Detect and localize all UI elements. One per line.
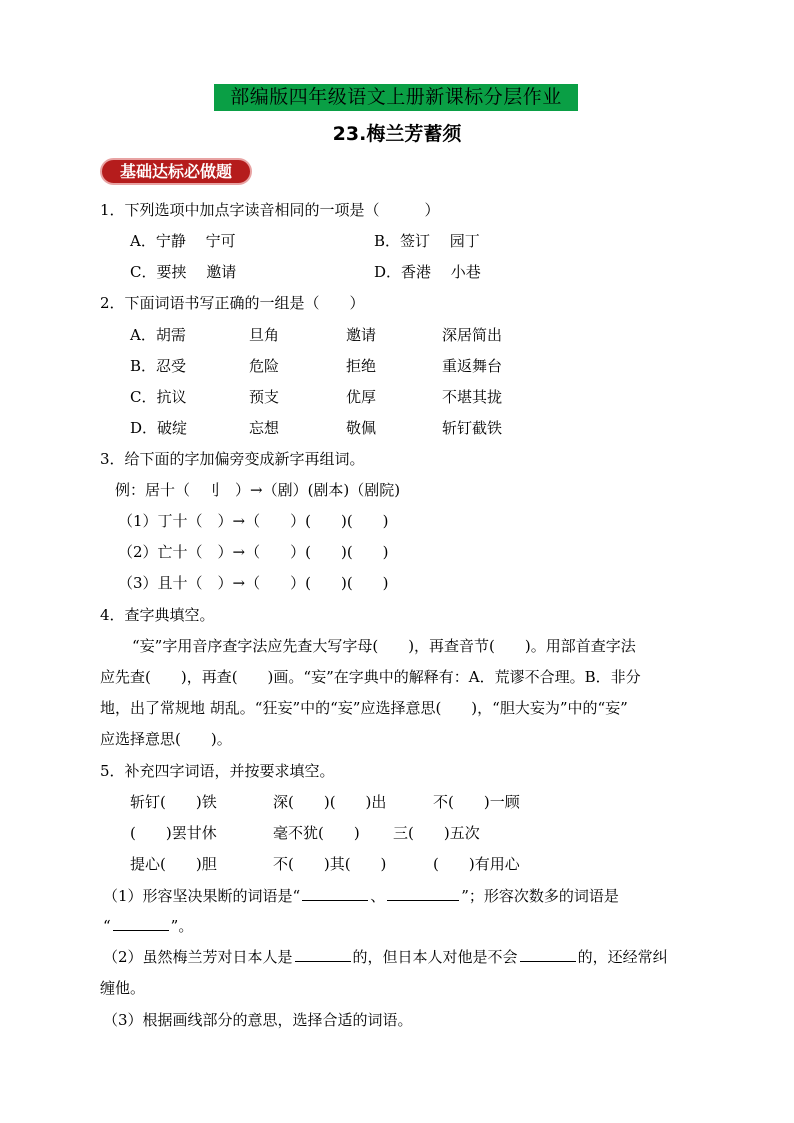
q5-idiom: ( )有用心 [433,855,520,873]
q5-sub2: （2）虽然梅兰芳对日本人是 的，但日本人对他是不会 的，还经常纠 [103,948,668,966]
page-title: 23.梅兰芳蓄须 [332,123,462,145]
q5-sub1-cont: “ ”。 [103,917,194,935]
q4-line: 应选择意思( )。 [100,730,232,748]
q2-cell: 优厚 [346,388,377,406]
q2-cell: 拒绝 [346,357,377,375]
q3-stem: 3．给下面的字加偏旁变成新字再组词。 [100,450,365,468]
q1-option-c: C．要挟 邀请 [130,263,237,281]
answer-blank[interactable] [387,888,459,901]
section-badge: 基础达标必做题 [100,158,252,185]
q4-line: 地，出了常规地 胡乱。“狂妄”中的“妄”应选择意思( )，“胆大妄为”中的“妄” [100,699,628,717]
q4-stem: 4．查字典填空。 [100,606,215,624]
q5-idiom: 不( )一顾 [433,793,520,811]
q2-cell: 危险 [249,357,280,375]
q2-cell: 预支 [249,388,280,406]
q1-option-d: D．香港 小巷 [374,263,481,281]
q1-option-a: A．宁静 宁可 [130,232,236,250]
q2-cell: 邀请 [346,326,377,344]
q2-cell: 斩钉截铁 [442,419,503,437]
answer-blank[interactable] [113,918,169,931]
q3-example: 例：居十（ 刂 ）→（剧）(剧本)（剧院) [115,481,401,499]
q5-sub3: （3）根据画线部分的意思，选择合适的词语。 [103,1011,413,1029]
q3-item: （2）亡十（ ）→（ ）( )( ) [118,543,389,561]
answer-blank[interactable] [520,949,576,962]
q2-cell: 重返舞台 [442,357,503,375]
q3-item: （3）且十（ ）→（ ）( )( ) [118,574,389,592]
q2-cell: 敬佩 [346,419,377,437]
q3-item: （1）丁十（ ）→（ ）( )( ) [118,512,389,530]
q2-cell: 深居简出 [442,326,503,344]
q4-line: 应先查( )，再查( )画。“妄”在字典中的解释有：A．荒谬不合理。B．非分 [100,668,641,686]
q1-option-b: B．签订 园丁 [374,232,480,250]
series-banner: 部编版四年级语文上册新课标分层作业 [214,84,578,111]
q5-idiom: 深( )( )出 [273,793,387,811]
answer-blank[interactable] [302,888,368,901]
q5-sub2-cont: 缠他。 [100,979,146,997]
q4-line: “妄”字用音序查字法应先查大写字母( )，再查音节( )。用部首查字法 [132,637,636,655]
q5-idiom: 毫不犹( ) [273,824,360,842]
q2-cell: 不堪其拢 [442,388,503,406]
q2-cell: B．忍受 [130,357,187,375]
q2-cell: A．胡需 [130,326,186,344]
answer-blank[interactable] [295,949,351,962]
q1-stem: 1．下列选项中加点字读音相同的一项是（ ） [100,201,440,219]
q5-idiom: 斩钉( )铁 [130,793,217,811]
q5-idiom: 提心( )胆 [130,855,217,873]
q2-cell: D．破绽 [130,419,188,437]
q5-sub1: （1）形容坚决果断的词语是“ 、 ”；形容次数多的词语是 [103,887,619,905]
q5-stem: 5．补充四字词语，并按要求填空。 [100,762,335,780]
q5-idiom: 三( )五次 [393,824,480,842]
q2-cell: 忘想 [249,419,280,437]
q5-idiom: ( )罢甘休 [130,824,217,842]
q2-cell: 旦角 [249,326,280,344]
q5-idiom: 不( )其( ) [273,855,387,873]
q2-cell: C．抗议 [130,388,187,406]
q2-stem: 2．下面词语书写正确的一组是（ ） [100,294,365,312]
